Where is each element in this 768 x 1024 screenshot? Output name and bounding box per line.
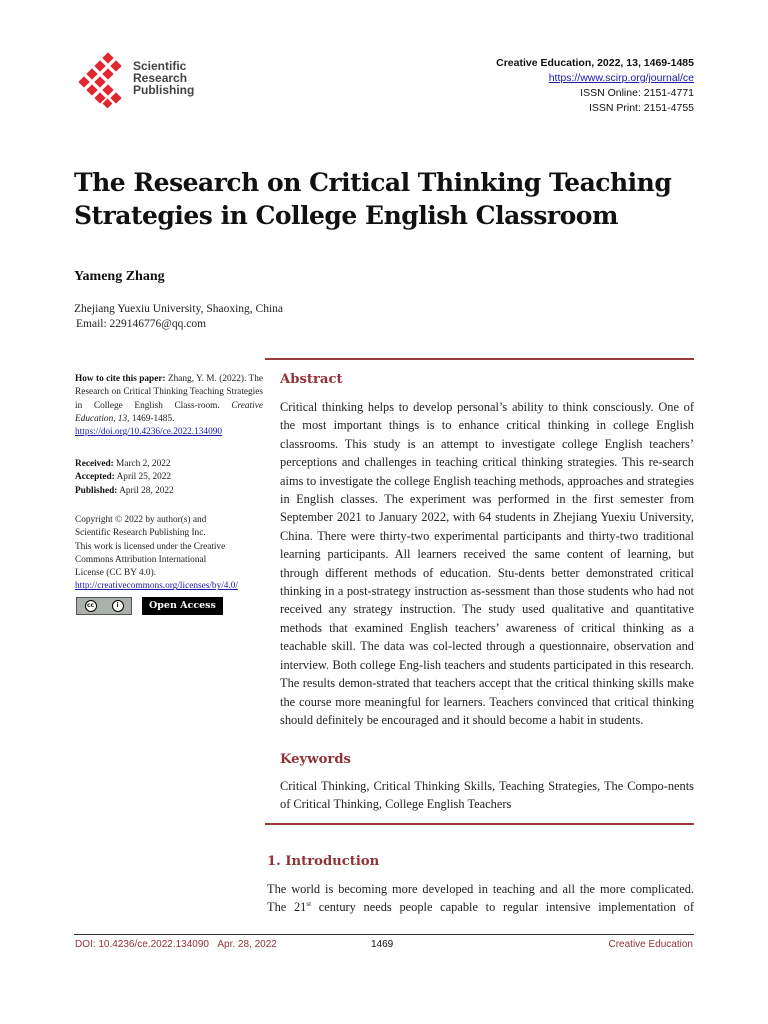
copyright-notice (75, 514, 263, 594)
published-value: April 28, 2022 (119, 485, 174, 496)
published-date (75, 485, 263, 498)
footer-doi-value: DOI: 10.4236/ce.2022.134090 (75, 939, 209, 950)
cc-icon: cc (85, 600, 97, 612)
open-access-badge: Open Access (142, 597, 223, 615)
abstract-text: Critical thinking helps to develop personal’s ability to think consciously. One of the most important things is to enhance critical thinking in college English classrooms. This study is an attempt to investigate college English teachers’ perceptions and challenges in teaching critical thinking strategies. This re-search aims to investigate the college English teaching methods, approaches and strategies in English classes. The experiment was performed in the first semester from September 2021 to January 2022, with 64 students in Zhejiang Yuexiu University, China. There were thirty-two experimental participants and thirty-two traditional learning participants. All learners received the same content of learning, but through different methods of education. Stu-dents better demonstrated critical thinking in a post-strategy instruction as-sessment than those students who had not received any strategy instruction. The study used qualitative and quantitative methods that examined English teachers’ awareness of critical thinking as a teachable skill. The data was col-lected through a questionnaire, observation and interview. Both college Eng-lish teachers and students participated in this research. The results demon-strated that teachers accept that the critical thinking skills make the course more meaningful for learners. Teachers convinced that critical thinking should definitely be encouraged and it should become a habit in students. (280, 400, 694, 727)
publisher-logo (76, 52, 206, 108)
abstract-heading: Abstract (280, 372, 343, 387)
author-email: Email: 229146776@qq.com (76, 318, 207, 330)
journal-citation: Creative Education, 2022, 13, 1469-1485 (496, 57, 694, 69)
title-line: Strategies in College English Classroom (74, 201, 618, 230)
accepted-value: April 25, 2022 (116, 472, 172, 483)
keywords-text: Critical Thinking, Critical Thinking Skills, Teaching Strategies, The Compo-nents of Critical Thinking, College English Teachers (280, 779, 694, 812)
introduction-text (267, 880, 694, 917)
intro-text-part: century needs people capable to regular intensive implementation of (311, 900, 694, 915)
received-label: Received: (75, 459, 114, 469)
cite-doi-link[interactable]: https://doi.org/10.4236/ce.2022.134090 (75, 427, 223, 438)
copyright-line: Scientific Research Publishing Inc. (75, 528, 206, 539)
paper-title (74, 166, 694, 232)
accepted-date (75, 471, 263, 484)
journal-url-link[interactable]: https://www.scirp.org/journal/ce (548, 72, 694, 84)
intro-line: The world is becoming more developed in teaching and all the more complicated. (267, 882, 694, 896)
footer-page-number: 1469 (371, 939, 394, 950)
cite-text: Zhang, Y. M. (2022). The Research on Critical Thinking Teaching Strategies in College English Class-room. (75, 374, 263, 411)
intro-line (267, 898, 694, 916)
attribution-icon: i (112, 600, 124, 612)
scirp-diamond-logo-icon (76, 52, 132, 108)
license-link[interactable]: http://creativecommons.org/licenses/by/4.0/ (75, 581, 239, 592)
issn-online: ISSN Online: 2151-4771 (580, 87, 694, 99)
section-divider-bottom (265, 823, 694, 825)
cite-label: How to cite this paper: (75, 374, 166, 384)
copyright-line: License (CC BY 4.0). (75, 568, 156, 579)
introduction-heading: 1. Introduction (267, 854, 380, 869)
copyright-line: Commons Attribution International (75, 554, 207, 565)
footer-date: Apr. 28, 2022 (217, 939, 277, 950)
license-badges (76, 597, 223, 615)
keywords-heading: Keywords (280, 752, 351, 767)
issn-print: ISSN Print: 2151-4755 (588, 102, 694, 114)
footer-journal-name: Creative Education (608, 939, 693, 950)
logo-line: Scientific (133, 59, 187, 73)
logo-line: Research (133, 71, 188, 85)
footer-rule (74, 934, 694, 935)
accepted-label: Accepted: (75, 472, 115, 483)
logo-text (133, 60, 194, 96)
journal-info (496, 56, 694, 116)
published-label: Published: (75, 485, 118, 496)
received-date (75, 458, 263, 471)
intro-text-part: The 21 (267, 900, 307, 915)
footer-doi (75, 939, 277, 950)
title-line: The Research on Critical Thinking Teaching (74, 168, 672, 197)
received-value: March 2, 2022 (116, 459, 171, 469)
author-affiliation: Zhejiang Yuexiu University, Shaoxing, China (74, 303, 283, 315)
copyright-line: This work is licensed under the Creative (75, 541, 226, 552)
how-to-cite (75, 373, 263, 439)
cc-by-badge[interactable] (76, 597, 132, 615)
publication-dates (75, 458, 263, 498)
cite-pages: 1469-1485. (131, 413, 175, 424)
author-name: Yameng Zhang (74, 269, 165, 284)
cite-journal: Creative Education, 13, (75, 400, 263, 424)
copyright-line: Copyright © 2022 by author(s) and (75, 515, 207, 525)
logo-line: Publishing (133, 83, 195, 97)
superscript: st (306, 900, 312, 909)
section-divider-top (265, 358, 694, 360)
